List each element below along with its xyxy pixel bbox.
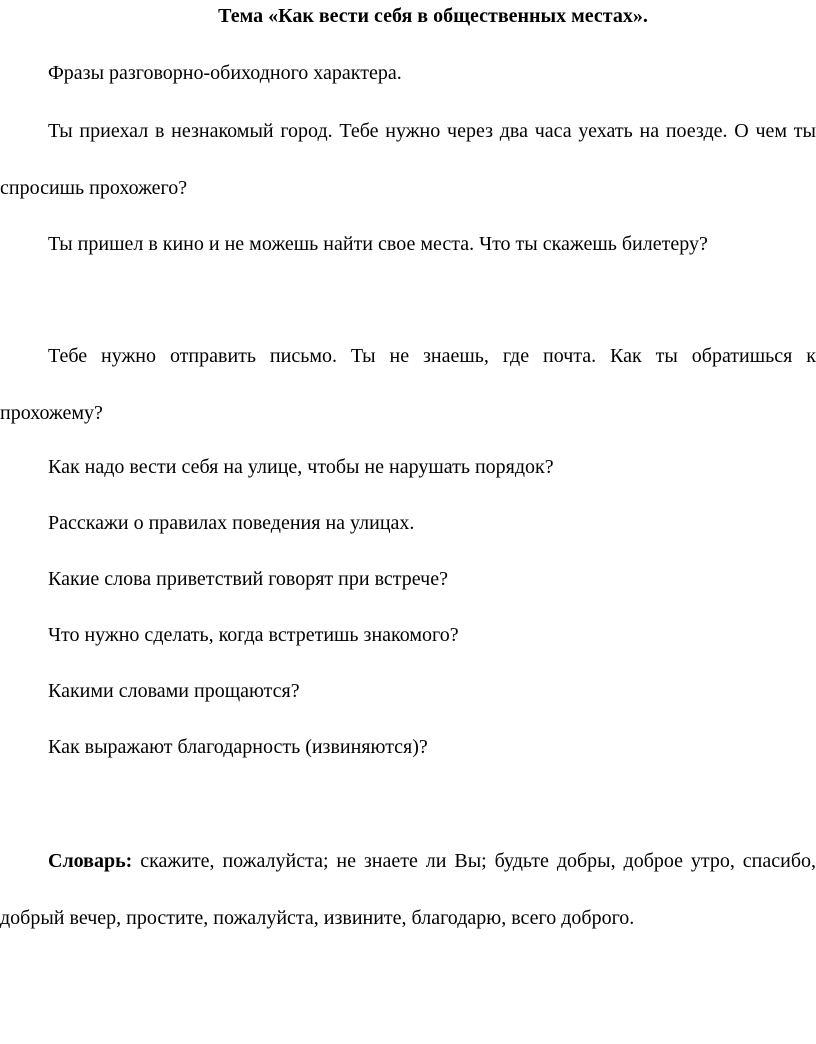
question-paragraph-5: Какими словами прощаются? — [48, 680, 300, 702]
question-paragraph-4: Что нужно сделать, когда встретишь знакомого? — [48, 624, 459, 646]
question-paragraph-3: Какие слова приветствий говорят при встрече? — [48, 568, 448, 590]
situation-paragraph-3: Тебе нужно отправить письмо. Ты не знаешь, где почта. Как ты обратишься к прохожему? — [0, 345, 816, 424]
situation-paragraph-1: Ты приехал в незнакомый город. Тебе нужно через два часа уехать на поезде. О чем ты спросишь прохожего? — [0, 120, 816, 199]
vocabulary-text: скажите, пожалуйста; не знаете ли Вы; будьте добры, доброе утро, спасибо, добрый вечер, простите, пожалуйста, извините, благодарю, всего доброго. — [0, 850, 816, 929]
document-title: Тема «Как вести себя в общественных местах». — [218, 5, 648, 27]
question-paragraph-6: Как выражают благодарность (извиняются)? — [48, 736, 428, 758]
vocabulary-paragraph — [0, 833, 816, 947]
question-paragraph-1: Как надо вести себя на улице, чтобы не нарушать порядок? — [48, 456, 554, 478]
vocabulary-label: Словарь: — [48, 850, 133, 872]
subtitle-paragraph: Фразы разговорно-обиходного характера. — [48, 62, 402, 84]
question-paragraph-2: Расскажи о правилах поведения на улицах. — [48, 512, 415, 534]
situation-paragraph-2: Ты пришел в кино и не можешь найти свое места. Что ты скажешь билетеру? — [48, 233, 708, 255]
